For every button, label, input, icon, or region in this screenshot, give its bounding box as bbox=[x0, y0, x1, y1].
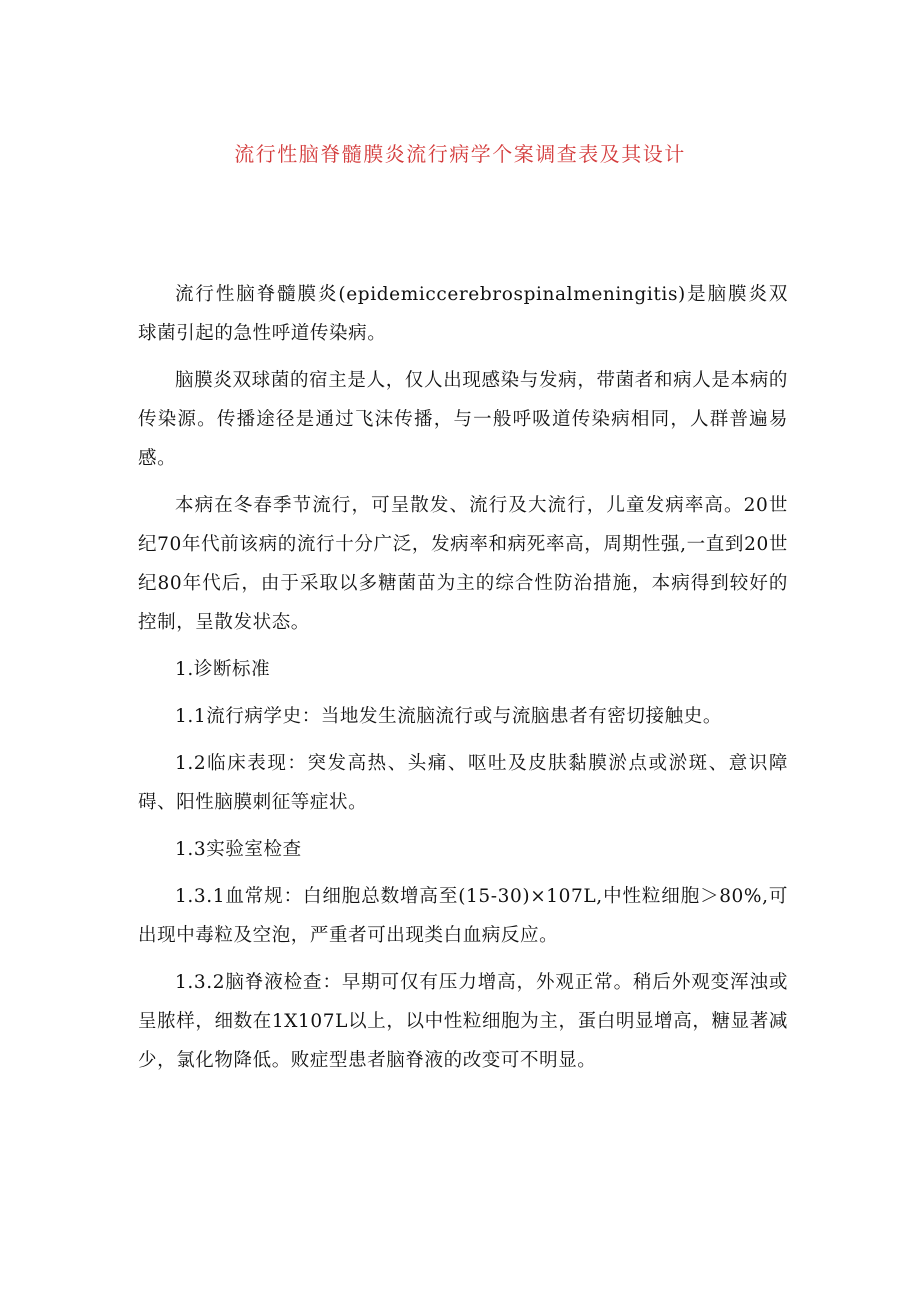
paragraph-csf-examination: 1.3.2脑脊液检查：早期可仅有压力增高，外观正常。稍后外观变浑浊或呈脓样，细数在1X107L以上，以中性粒细胞为主，蛋白明显增高，糖显著减少，氯化物降低。败症型患者脑脊液的改变可不明显。 bbox=[138, 972, 788, 1071]
paragraph-host-transmission: 脑膜炎双球菌的宿主是人，仅人出现感染与发病，带菌者和病人是本病的传染源。传播途径是通过飞沫传播，与一般呼吸道传染病相同，人群普遍易感。 bbox=[138, 370, 788, 469]
heading-diagnostic-criteria: 1.诊断标准 bbox=[175, 659, 271, 680]
paragraph-clinical-manifestations: 1.2临床表现：突发高热、头痛、呕吐及皮肤黏膜淤点或淤斑、意识障碍、阳性脑膜刺征等症状。 bbox=[138, 753, 788, 813]
paragraph-blood-routine: 1.3.1血常规：白细胞总数增高至(15-30)×107L,中性粒细胞＞80%,可出现中毒粒及空泡，严重者可出现类白血病反应。 bbox=[138, 886, 788, 946]
document-body bbox=[138, 275, 788, 1088]
paragraph-epidemiological-history: 1.1流行病学史：当地发生流脑流行或与流脑患者有密切接触史。 bbox=[175, 706, 722, 727]
heading-laboratory-tests: 1.3实验室检查 bbox=[175, 839, 302, 860]
document-title: 流行性脑脊髓膜炎流行病学个案调查表及其设计 bbox=[234, 142, 686, 166]
paragraph-intro: 流行性脑脊髓膜炎(epidemiccerebrospinalmeningitis)是脑膜炎双球菌引起的急性呼道传染病。 bbox=[138, 284, 788, 344]
paragraph-epidemiology: 本病在冬春季节流行，可呈散发、流行及大流行，儿童发病率高。20世纪70年代前该病的流行十分广泛，发病率和病死率高，周期性强,一直到20世纪80年代后，由于采取以多糖菌苗为主的综合性防治措施，本病得到较好的控制，呈散发状态。 bbox=[138, 495, 788, 633]
